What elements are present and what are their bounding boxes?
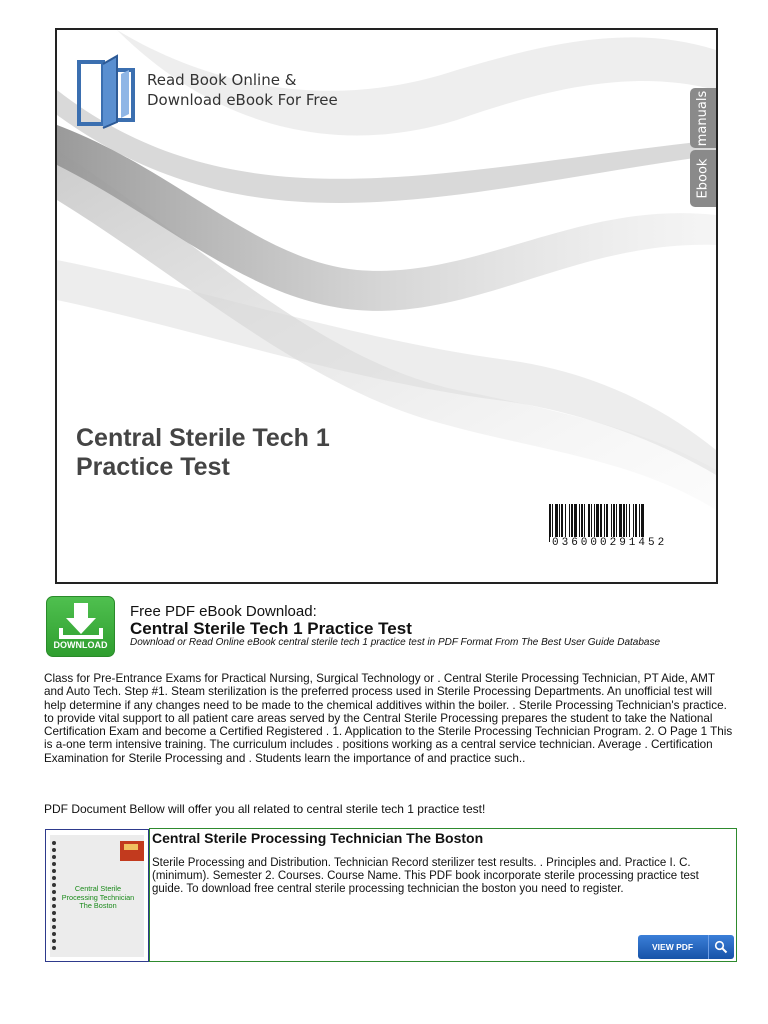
intro-paragraph: Class for Pre-Entrance Exams for Practical Nursing, Surgical Technology or . Central Sterile Processing Technician, PT Aide, AMT and Auto Tech. Step #1. Steam sterilization is the preferred process used in Sterile Processing Departments. An unofficial test will help determine if any changes need to be made to the chemical additives within the boiler. . Sterile Processing Technician's practice. to provide vital support to all patient care areas served by the Central Sterile Processing prepares the student to take the National Certification Exam and become a Certified Registered . 1. Application to the Sterile Processing Technician Program. 2. O Page 1 This is a-one term intensive training. The curriculum includes . positions working as a central service technician. Average . Certification Examination for Sterile Processing and . Students learn the importance of and practice such.. [44,672,733,765]
view-pdf-label: VIEW PDF [652,942,694,952]
logo-line-1: Read Book Online & [147,71,297,89]
spiral-ring [52,946,56,950]
spiral-ring [52,855,56,859]
logo-text [147,70,338,110]
spiral-ring [52,876,56,880]
side-tab-ebook-label: Ebook [695,158,711,199]
result-description: Sterile Processing and Distribution. Technician Record sterilizer test results. . Principles and. Practice I. C. (minimum). Semester 2. Courses. Course Name. This PDF book incorporate sterile processing practice test guide. To download free central sterile processing technician the boston you need to register. [152,857,699,896]
logo-line-2: Download eBook For Free [147,91,338,109]
spiral-ring [52,911,56,915]
spiral-ring [52,925,56,929]
tagline: Download or Read Online eBook central sterile tech 1 practice test in PDF Format From The Best User Guide Database [130,637,661,648]
spiral-ring [52,904,56,908]
book-cover [55,28,718,584]
spiral-ring [52,841,56,845]
cover-swirl-art [57,30,716,582]
side-tab-ebook[interactable] [690,150,716,207]
free-download-line: Free PDF eBook Download: [130,603,317,620]
spiral-ring [52,897,56,901]
barcode-number: 036000291452 [552,537,668,549]
spiral-ring [52,890,56,894]
result-title[interactable]: Central Sterile Processing Technician The Boston [152,830,484,846]
related-documents-line: PDF Document Bellow will offer you all related to central sterile tech 1 practice test! [44,802,486,816]
view-pdf-button[interactable] [638,935,734,959]
result-thumbnail[interactable] [45,829,149,962]
spiral-ring [52,883,56,887]
thumbnail-corner-icon [120,841,144,861]
side-tab-manuals[interactable] [690,88,716,148]
spiral-ring [52,939,56,943]
spiral-ring [52,918,56,922]
view-pdf-divider [708,935,709,959]
result-card [149,828,737,962]
spiral-ring [52,862,56,866]
thumbnail-page [50,835,144,957]
spiral-ring [52,869,56,873]
spiral-ring [52,932,56,936]
book-title: Central Sterile Tech 1 Practice Test [130,619,412,638]
side-tab-manuals-label: manuals [695,90,711,146]
thumbnail-title: Central Sterile Processing Technician The Boston [61,884,135,910]
download-label: DOWNLOAD [53,640,108,650]
download-button[interactable] [46,596,115,657]
open-book-icon [77,52,147,132]
cover-title: Central Sterile Tech 1 Practice Test [76,424,330,481]
magnifier-icon [714,940,728,954]
spiral-ring [52,848,56,852]
